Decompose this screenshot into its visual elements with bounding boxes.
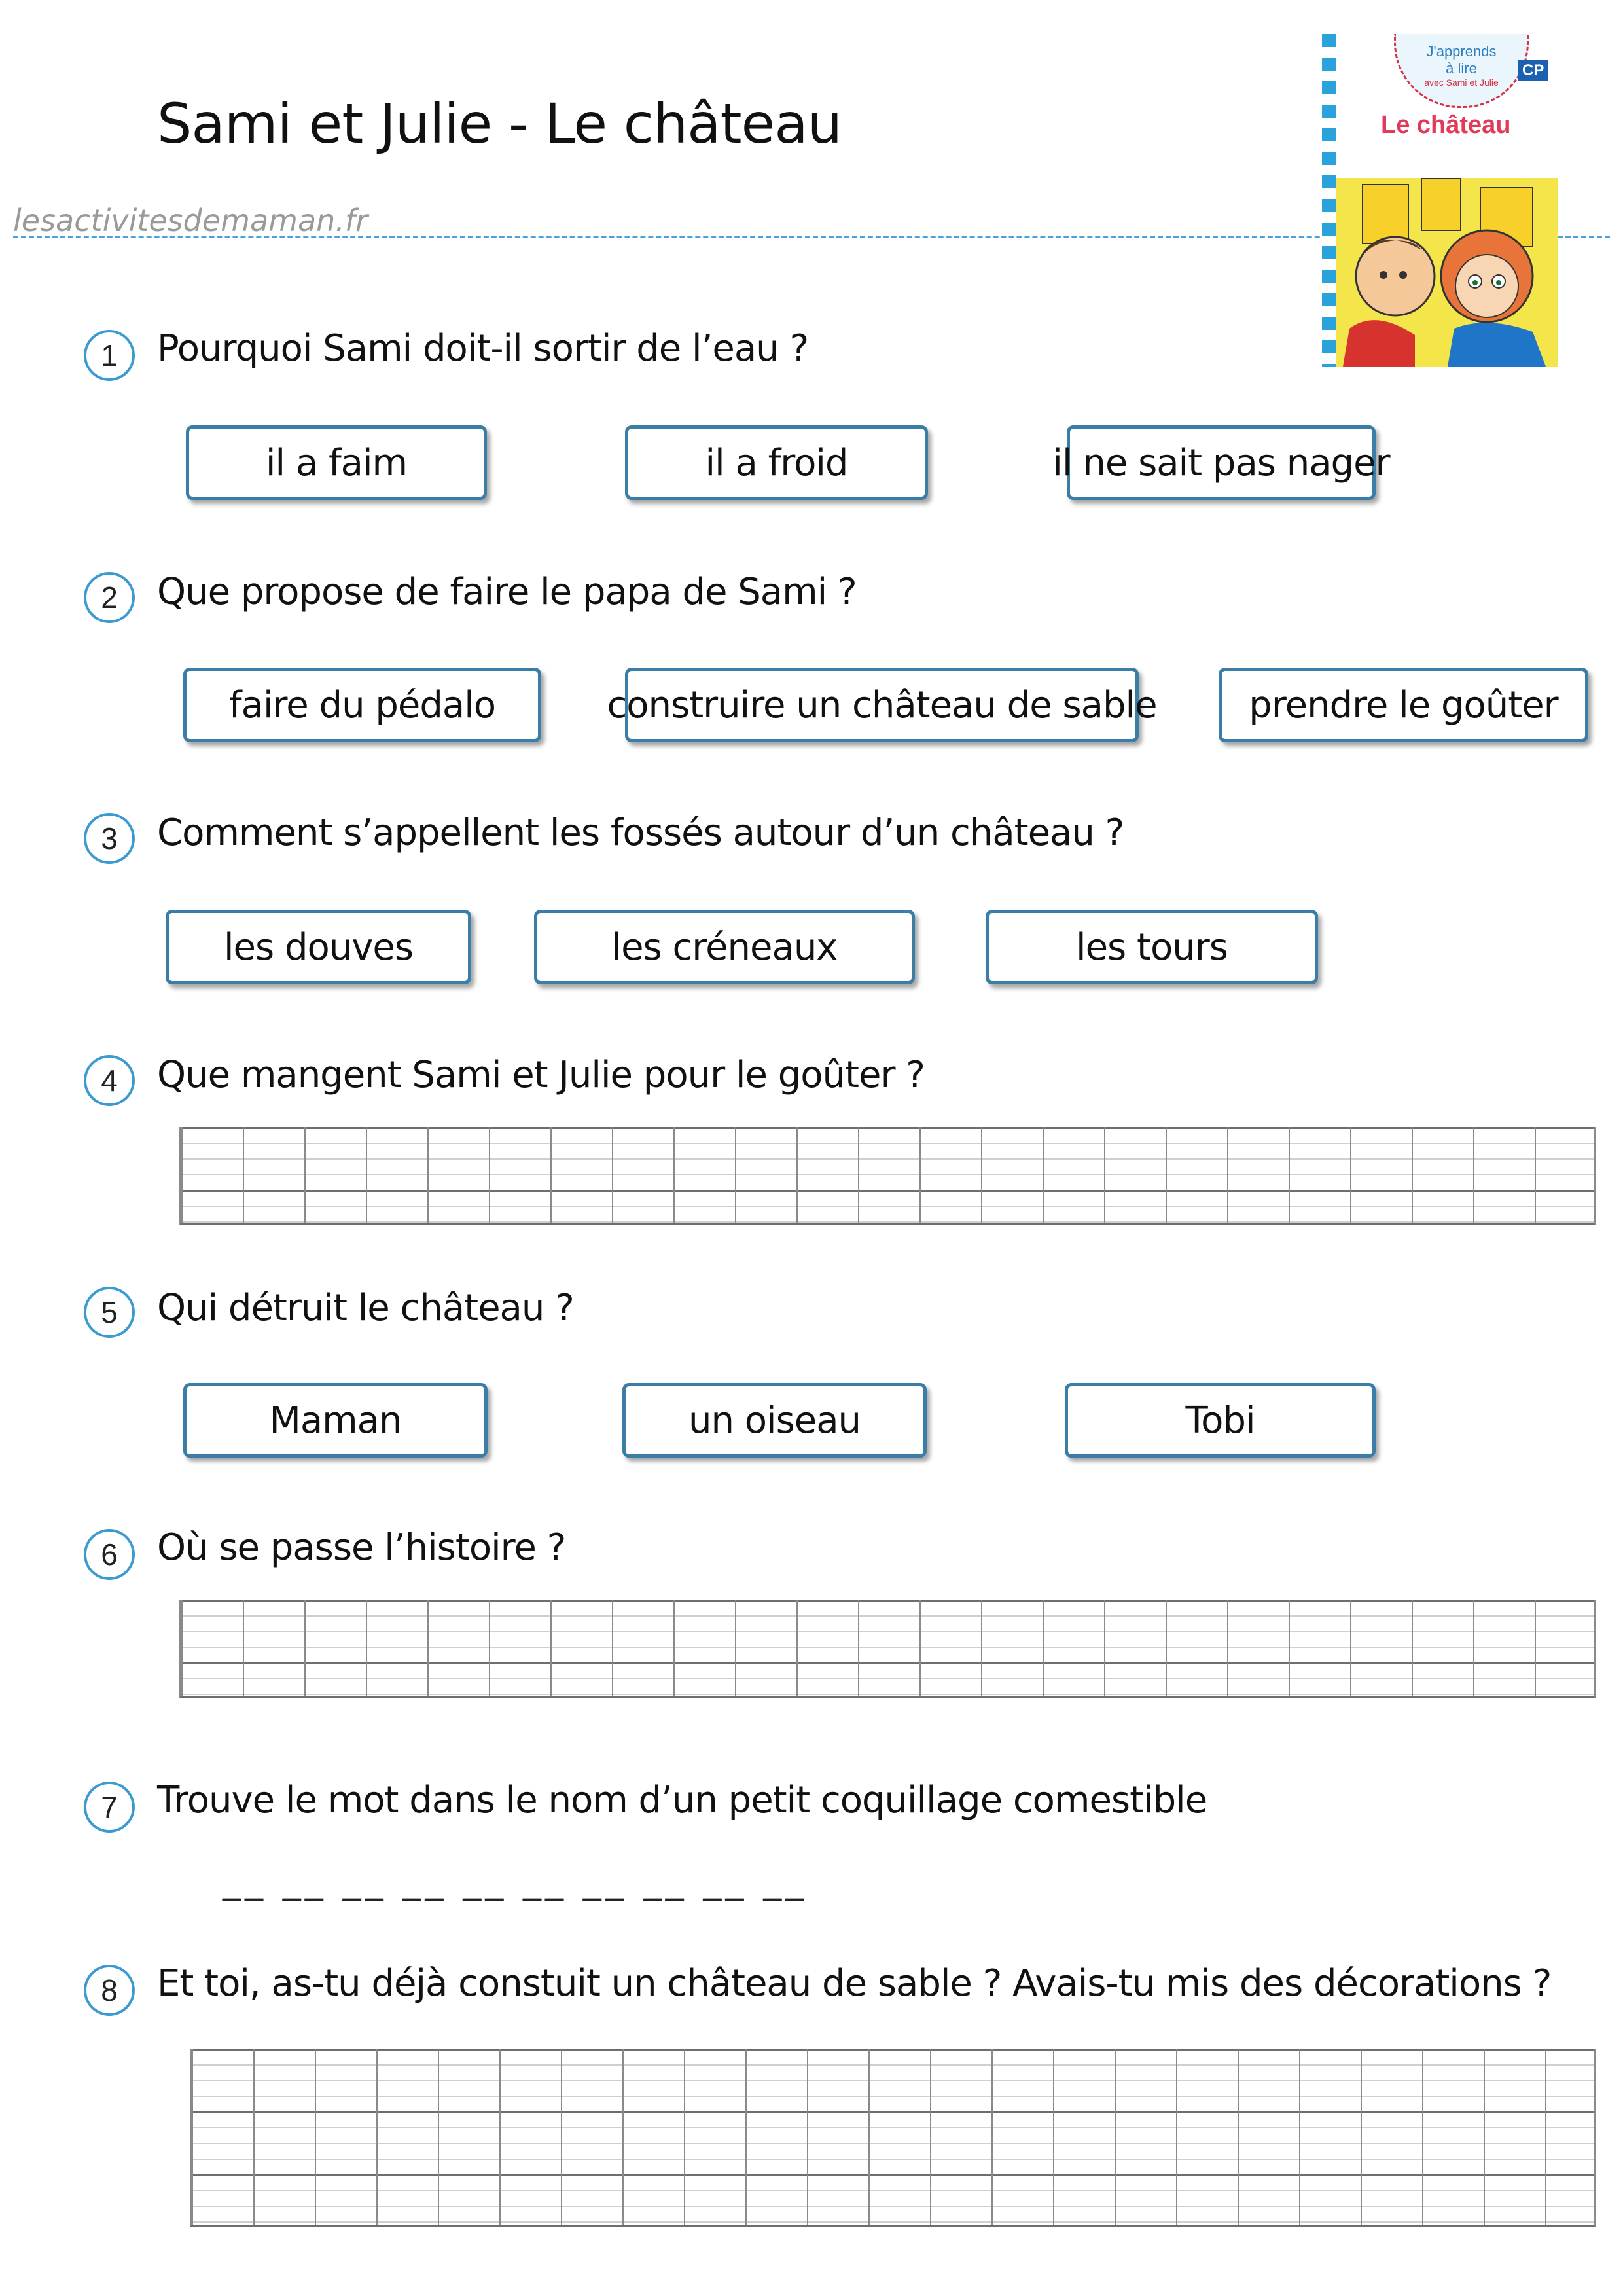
- answer-choice[interactable]: les douves: [166, 910, 471, 984]
- answer-choice[interactable]: un oiseau: [622, 1383, 927, 1458]
- answer-choice[interactable]: construire un château de sable: [625, 668, 1139, 742]
- question-number: 2: [84, 572, 135, 623]
- question-text: Où se passe l’histoire ?: [157, 1526, 566, 1569]
- answer-choice[interactable]: Tobi: [1065, 1383, 1376, 1458]
- question-text: Et toi, as-tu déjà constuit un château de sable ? Avais-tu mis des décorations ?: [157, 1962, 1552, 2005]
- question-number: 6: [84, 1529, 135, 1580]
- cover-strip: [1322, 34, 1336, 367]
- answer-choice[interactable]: Maman: [183, 1383, 488, 1458]
- question-number: 1: [84, 330, 135, 381]
- answer-choice[interactable]: faire du pédalo: [183, 668, 541, 742]
- answer-choice[interactable]: il a froid: [625, 425, 928, 500]
- question-number: 7: [84, 1782, 135, 1833]
- cover-title: Le château: [1381, 111, 1511, 139]
- writing-lines[interactable]: [190, 2049, 1596, 2227]
- children-castle-illustration: [1336, 178, 1558, 367]
- cover-badge-line2: à lire: [1446, 60, 1477, 77]
- writing-lines[interactable]: [179, 1127, 1596, 1225]
- answer-choice[interactable]: les tours: [986, 910, 1318, 984]
- answer-choice[interactable]: les créneaux: [534, 910, 915, 984]
- question-number: 3: [84, 813, 135, 864]
- site-name: lesactivitesdemaman.fr: [13, 203, 368, 238]
- answer-choice[interactable]: il ne sait pas nager: [1067, 425, 1376, 500]
- writing-lines[interactable]: [179, 1600, 1596, 1698]
- cover-badge: [1394, 34, 1529, 108]
- letter-blanks[interactable]: __ __ __ __ __ __ __ __ __ __: [223, 1859, 808, 1901]
- question-text: Comment s’appellent les fossés autour d’un château ?: [157, 812, 1124, 854]
- answer-choice[interactable]: il a faim: [186, 425, 487, 500]
- cover-badge-line3: avec Sami et Julie: [1424, 77, 1499, 88]
- answer-choice[interactable]: prendre le goûter: [1219, 668, 1588, 742]
- question-text: Trouve le mot dans le nom d’un petit coquillage comestible: [157, 1779, 1207, 1821]
- book-cover: [1322, 34, 1558, 367]
- cover-level: CP: [1518, 60, 1548, 81]
- cover-illustration: [1336, 178, 1558, 367]
- question-text: Que propose de faire le papa de Sami ?: [157, 571, 857, 613]
- question-text: Pourquoi Sami doit-il sortir de l’eau ?: [157, 327, 809, 370]
- page-title: Sami et Julie - Le château: [157, 92, 842, 156]
- question-number: 5: [84, 1287, 135, 1338]
- cover-badge-line1: J'apprends: [1426, 43, 1497, 60]
- question-number: 8: [84, 1965, 135, 2016]
- question-number: 4: [84, 1055, 135, 1106]
- question-text: Que mangent Sami et Julie pour le goûter ?: [157, 1054, 925, 1096]
- question-text: Qui détruit le château ?: [157, 1287, 574, 1329]
